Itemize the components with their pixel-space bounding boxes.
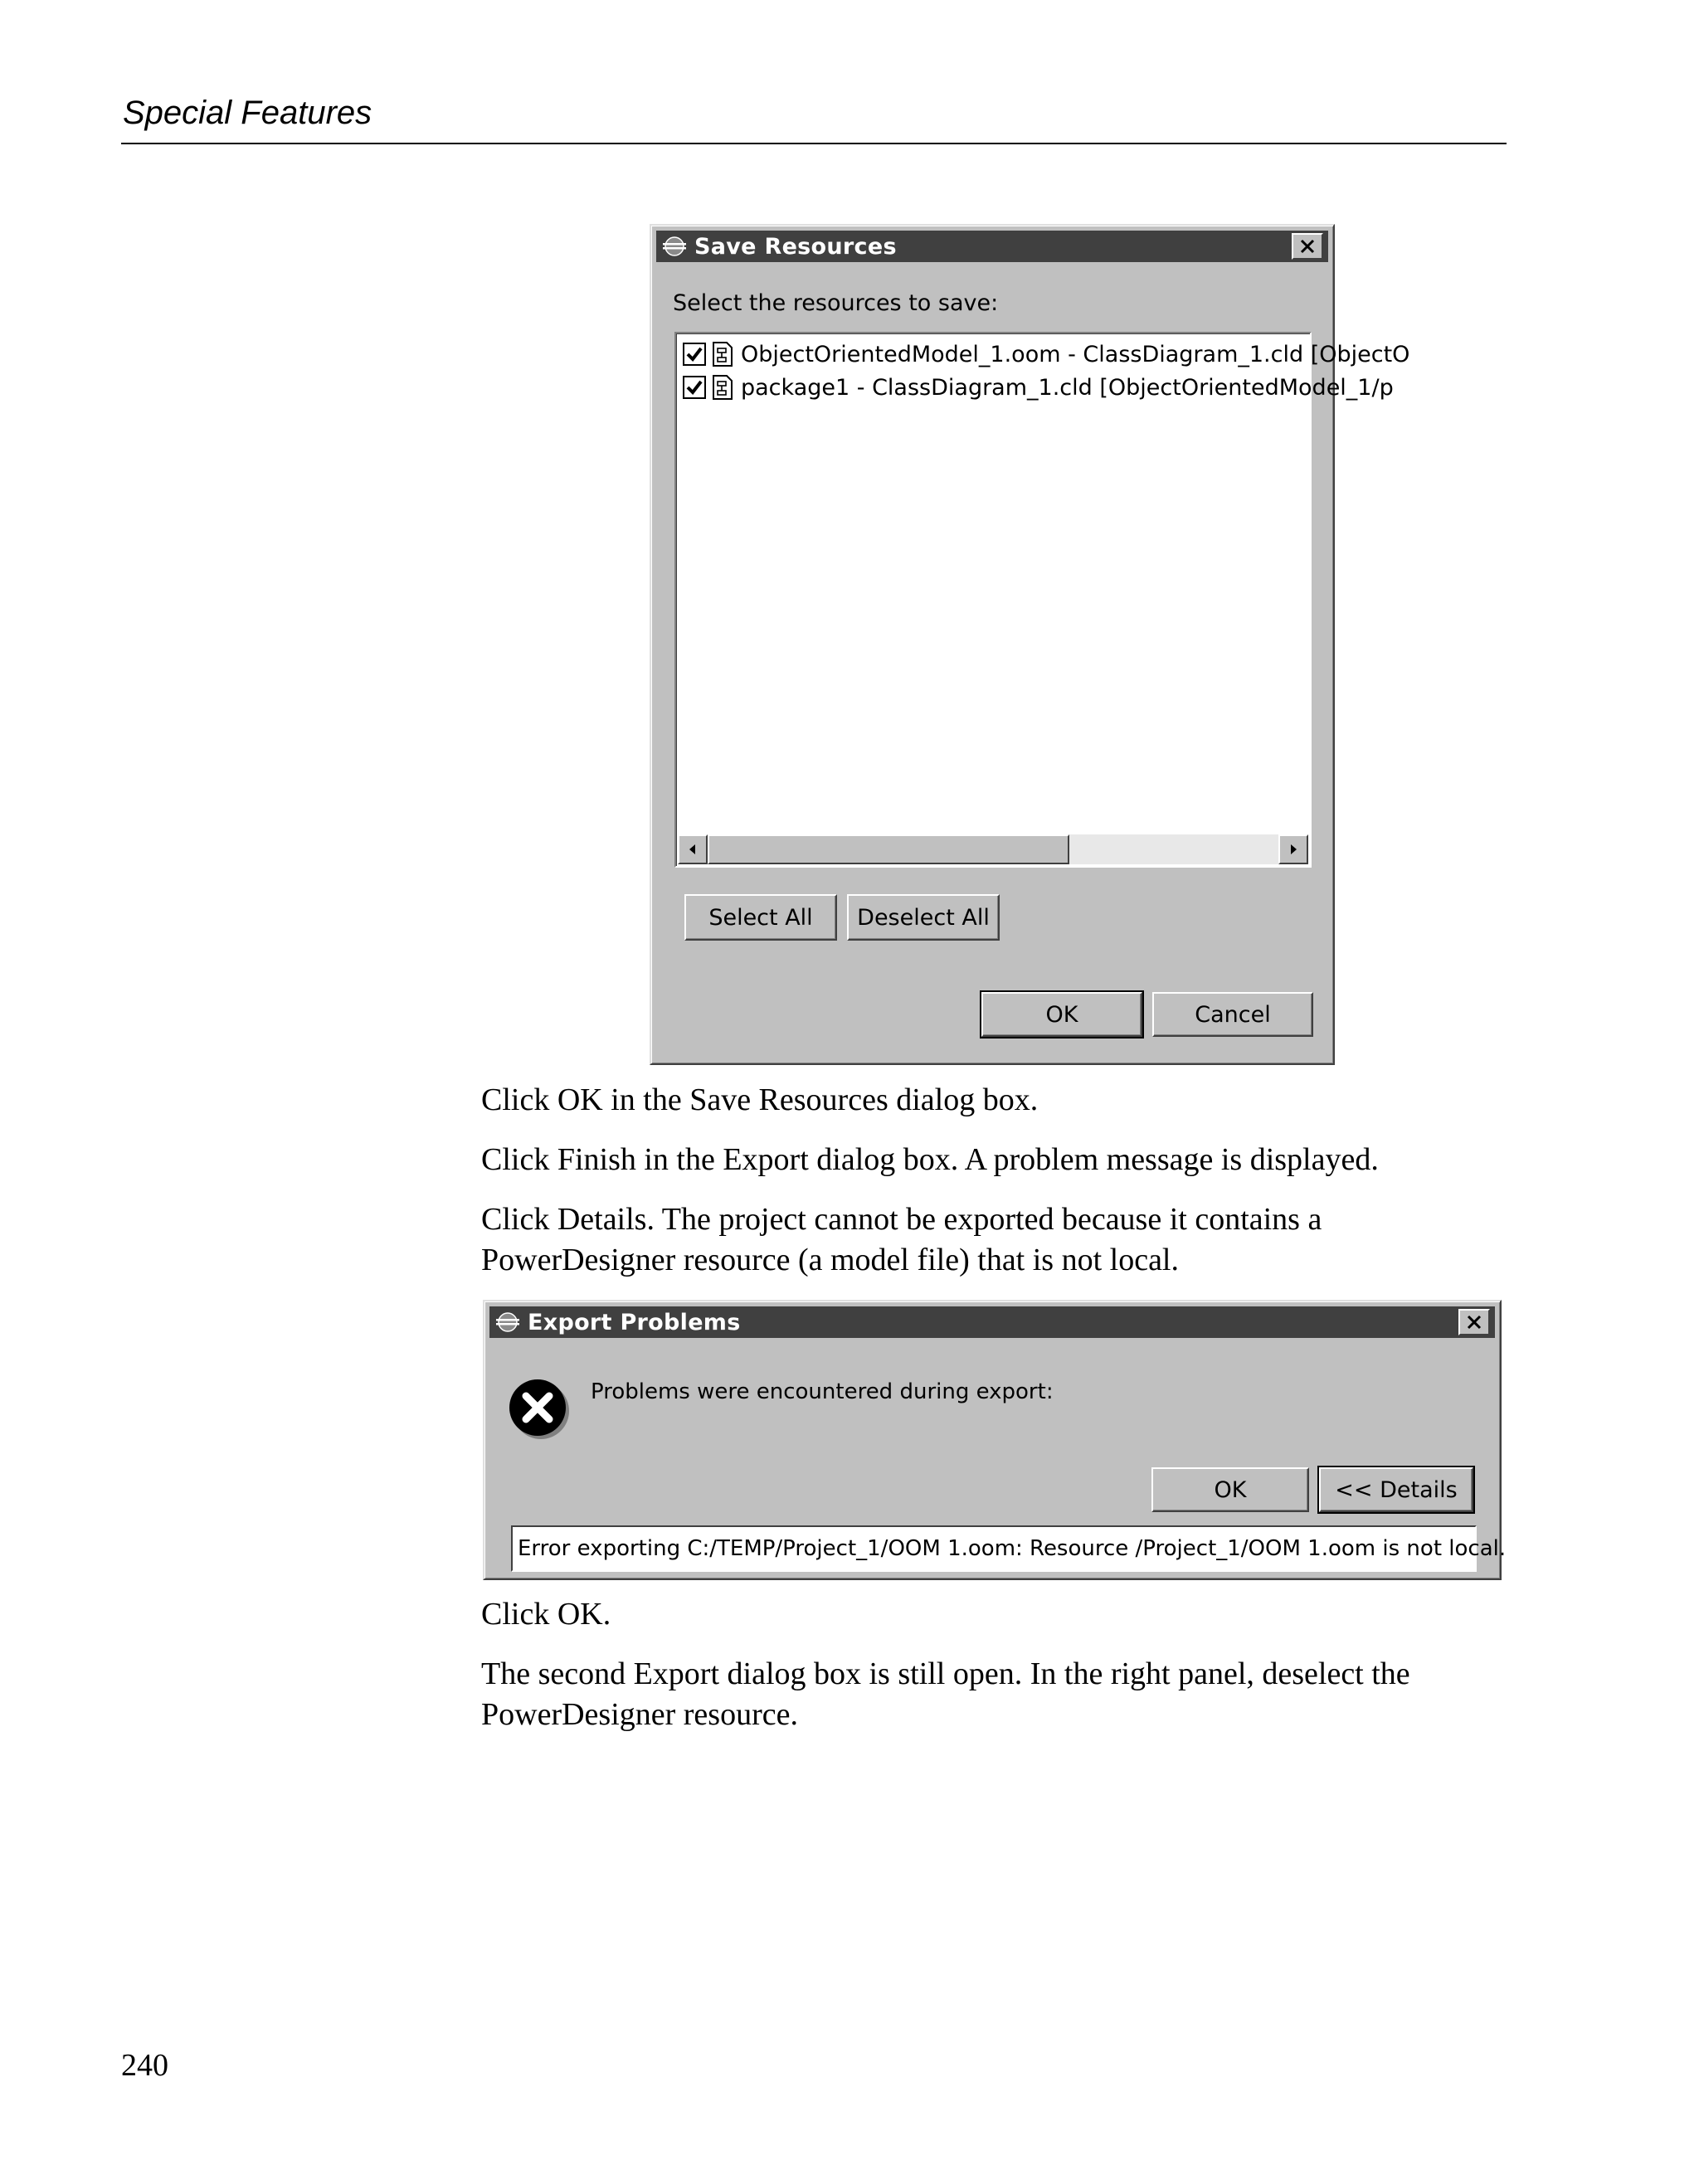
scroll-left-button[interactable] [678, 834, 708, 864]
export-problems-dialog [483, 1300, 1507, 1580]
item-label: package1 - ClassDiagram_1.cld [ObjectOrientedModel_1/p [741, 374, 1394, 401]
item-checkbox[interactable] [683, 376, 706, 399]
ok-button[interactable]: OK [981, 992, 1142, 1037]
save-resources-dialog [650, 224, 1410, 1065]
ok-button[interactable]: OK [1151, 1467, 1309, 1512]
export-problems-titlebar[interactable] [489, 1306, 1495, 1338]
instruction-paragraph: Click OK in the Save Resources dialog box. [481, 1082, 1039, 1117]
scroll-right-button[interactable] [1278, 834, 1308, 864]
dialog-title: Export Problems [528, 1309, 741, 1335]
list-item[interactable] [683, 338, 1409, 370]
instruction-paragraph: Click Details. The project cannot be exported because it contains a PowerDesigner resource (a model file) that is not local. [481, 1202, 1322, 1277]
arrow-right-icon [1288, 843, 1299, 856]
instruction-paragraph: Click Finish in the Export dialog box. A problem message is displayed. [481, 1142, 1379, 1177]
dialog-title: Save Resources [694, 233, 897, 260]
instruction-paragraph: Click OK. [481, 1597, 611, 1632]
running-header: Special Features [123, 95, 372, 131]
diagram-file-icon [711, 374, 734, 401]
list-item[interactable] [683, 372, 1394, 403]
page-number: 240 [121, 2048, 168, 2083]
horizontal-scrollbar[interactable] [678, 834, 1308, 864]
details-button[interactable]: << Details [1319, 1467, 1473, 1512]
select-all-button[interactable]: Select All [684, 894, 837, 941]
save-resources-titlebar[interactable] [656, 231, 1328, 262]
close-icon [1299, 239, 1316, 254]
checkmark-icon [685, 345, 703, 363]
close-button[interactable] [1458, 1309, 1490, 1335]
checkmark-icon [685, 378, 703, 396]
item-label: ObjectOrientedModel_1.oom - ClassDiagram_1.cld [ObjectO [741, 341, 1410, 367]
item-checkbox[interactable] [683, 343, 706, 366]
scroll-thumb[interactable] [708, 834, 1069, 864]
arrow-left-icon [687, 843, 699, 856]
diagram-file-icon [711, 341, 734, 367]
header-rule [121, 143, 1507, 144]
eclipse-app-icon [660, 234, 689, 259]
close-icon [1466, 1315, 1482, 1330]
error-details-field[interactable]: Error exporting C:/TEMP/Project_1/OOM 1.oom: Resource /Project_1/OOM 1.oom is not local. [511, 1525, 1477, 1572]
cancel-button[interactable]: Cancel [1152, 992, 1313, 1037]
error-message: Problems were encountered during export: [591, 1379, 1054, 1404]
eclipse-app-icon [493, 1310, 523, 1335]
error-icon [506, 1376, 572, 1442]
deselect-all-button[interactable]: Deselect All [847, 894, 1000, 941]
close-button[interactable] [1292, 233, 1323, 260]
select-resources-label: Select the resources to save: [673, 290, 999, 316]
instruction-paragraph: The second Export dialog box is still open. In the right panel, deselect the PowerDesigner resource. [481, 1656, 1410, 1732]
resources-listbox[interactable] [674, 332, 1410, 868]
